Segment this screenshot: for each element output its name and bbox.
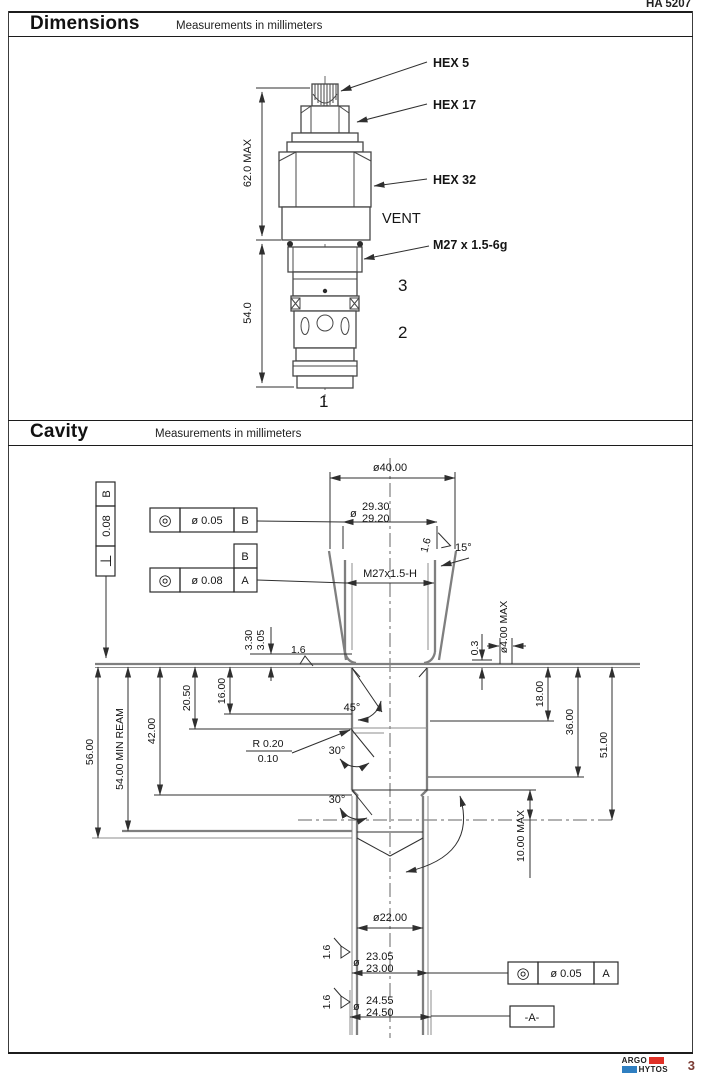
page-number: 3 (687, 1058, 695, 1073)
valve-body-outline (279, 84, 371, 388)
vent-hole-dim (487, 601, 526, 664)
port-3-label: 3 (398, 276, 408, 295)
valve-dimension-drawing (0, 36, 701, 420)
concentricity-ab-tolerance: ø 0.08 (191, 575, 223, 587)
undercut-max: 3.30 (243, 629, 255, 651)
concentricity-a-datum: A (602, 968, 610, 980)
thread-label: M27 x 1.5-6g (433, 238, 508, 252)
left-depth-dims (84, 667, 352, 838)
concentricity-ab-datum: A (241, 575, 249, 587)
counterbore-dia-min: 29.20 (362, 513, 390, 525)
depth-51-dim: 51.00 (598, 731, 610, 759)
bottom-diameter-dims (321, 912, 510, 1019)
concentricity-frame-ab (150, 544, 257, 592)
depth-18-dim: 18.00 (534, 680, 546, 708)
seal-dia-symbol: ø (353, 957, 360, 969)
dimensions-subtitle: Measurements in millimeters (176, 20, 323, 32)
datum-a-box (510, 1006, 554, 1027)
bore-22-dim: ø22.00 (372, 912, 408, 924)
counterbore-dia-symbol: ø (350, 508, 357, 520)
brand-name-argo: ARGO (621, 1056, 648, 1065)
seat-angle-dim: 45° (343, 702, 361, 714)
logo-blue-block-icon (622, 1066, 637, 1073)
tip-depth-dim: 10.00 MAX (515, 810, 527, 862)
depth-36-dim: 36.00 (564, 708, 576, 736)
angle-callouts (246, 668, 382, 819)
finish-value-lower-bore: 1.6 (321, 994, 333, 1010)
dimensions-title: Dimensions (30, 13, 140, 34)
bottom-rule (8, 1052, 693, 1054)
hex17-label: HEX 17 (433, 98, 477, 112)
argo-hytos-logo (622, 1056, 668, 1074)
perpendicularity-frame (96, 482, 115, 658)
brand-name-hytos: HYTOS (638, 1065, 668, 1074)
cavity-thread-dim: M27x1.5-H (363, 568, 417, 580)
surface-finish-icon (334, 938, 350, 958)
document-code: HA 5207 (646, 0, 691, 10)
hex5-label: HEX 5 (433, 56, 470, 70)
finish-value-seal-bore: 1.6 (321, 944, 333, 960)
counterbore-dia-max: 29.30 (362, 501, 390, 513)
concentricity-frame-b (150, 508, 257, 532)
perp-datum-ref: B (101, 490, 113, 498)
concentricity-icon: ◎ (158, 572, 172, 589)
datum-a-label: -A- (524, 1012, 540, 1024)
undercut-min: 3.05 (255, 629, 267, 651)
radius-min-dim: 0.10 (257, 753, 279, 765)
concentricity-b-datum: B (241, 515, 249, 527)
vent-label: VENT (382, 211, 421, 227)
lower-dia-min: 24.50 (366, 1007, 394, 1019)
logo-red-block-icon (649, 1057, 664, 1064)
undercut-dims (243, 627, 492, 690)
perp-tolerance: 0.08 (101, 515, 113, 537)
depth-56-dim: 56.00 (84, 738, 96, 766)
vent-dia-dim: ø4.00 MAX (498, 600, 510, 654)
depth-16-dim: 16.00 (216, 677, 228, 705)
concentricity-ab-datum-secondary: B (241, 551, 249, 563)
seal-dia-max: 23.05 (366, 951, 394, 963)
lower-dia-symbol: ø (353, 1001, 360, 1013)
concentricity-frame-a (508, 962, 618, 984)
cavity-drawing (0, 446, 701, 1052)
cavity-title: Cavity (30, 421, 89, 442)
radius-max-dim: R 0.20 (252, 738, 284, 750)
seal-dia-min: 23.00 (366, 963, 394, 975)
depth-205-dim: 20.50 (181, 684, 193, 712)
lower-dia-max: 24.55 (366, 995, 394, 1007)
cavity-top-rule (8, 420, 693, 421)
surface-finish-icon (334, 988, 350, 1008)
port-1-label: 1 (319, 392, 329, 411)
hex32-label: HEX 32 (433, 173, 477, 187)
port-2-label: 2 (398, 323, 408, 342)
finish-value-taper: 1.6 (418, 536, 434, 554)
angle-30-upper-dim: 30° (328, 745, 346, 757)
concentricity-icon: ◎ (516, 965, 530, 982)
top-diameter-dim: ø40.00 (372, 462, 408, 474)
chamfer-angle-dim: 15° (455, 542, 472, 554)
cavity-subtitle: Measurements in millimeters (155, 428, 302, 440)
body-height-dim: 54.0 (242, 302, 254, 324)
depth-54-dim: 54.00 MIN REAM (114, 708, 126, 790)
right-depth-dims (406, 667, 612, 878)
concentricity-icon: ◎ (158, 512, 172, 529)
finish-value-shoulder: 1.6 (291, 644, 306, 656)
concentricity-a-tolerance: ø 0.05 (550, 968, 582, 980)
spotface-depth: 0.3 (469, 640, 481, 656)
perpendicularity-icon: ⊥ (98, 554, 115, 568)
top-diameter-dims (257, 462, 472, 566)
overall-height-dim: 62.0 MAX (242, 138, 254, 188)
depth-42-dim: 42.00 (146, 717, 158, 745)
angle-30-lower-dim: 30° (328, 794, 346, 806)
concentricity-b-tolerance: ø 0.05 (191, 515, 223, 527)
